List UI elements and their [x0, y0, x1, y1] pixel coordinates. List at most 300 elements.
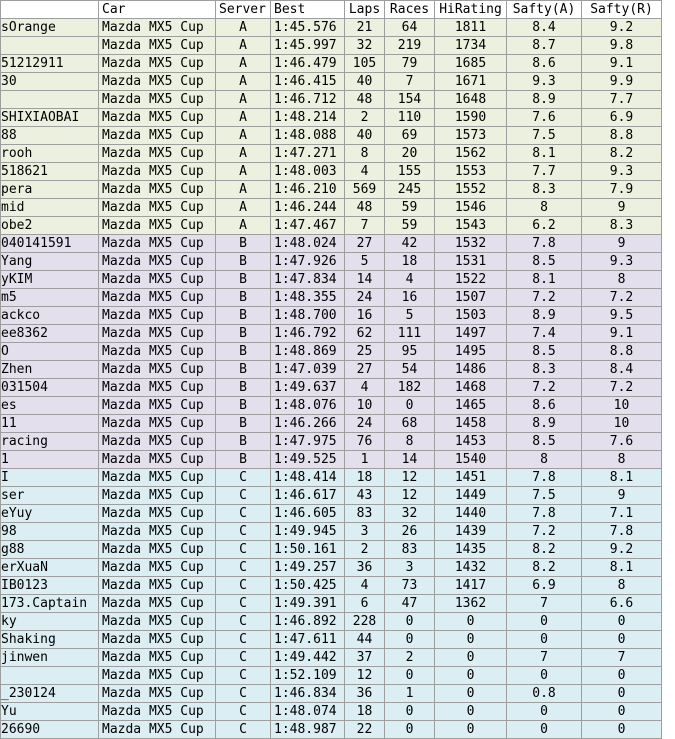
- cell-name[interactable]: 173.Captain: [1, 595, 99, 613]
- cell-races[interactable]: 59: [385, 199, 435, 217]
- cell-races[interactable]: 0: [385, 397, 435, 415]
- cell-server[interactable]: C: [216, 649, 271, 667]
- cell-races[interactable]: 54: [385, 361, 435, 379]
- cell-best[interactable]: 1:47.271: [271, 145, 345, 163]
- cell-best[interactable]: 1:48.869: [271, 343, 345, 361]
- cell-name[interactable]: m5: [1, 289, 99, 307]
- cell-safety-a[interactable]: 7.4: [507, 325, 582, 343]
- cell-server[interactable]: B: [216, 451, 271, 469]
- cell-server[interactable]: C: [216, 523, 271, 541]
- cell-races[interactable]: 26: [385, 523, 435, 541]
- header-safety-r[interactable]: Safty(R): [582, 1, 662, 19]
- cell-laps[interactable]: 76: [345, 433, 385, 451]
- cell-hirating[interactable]: 1522: [435, 271, 507, 289]
- cell-car[interactable]: Mazda MX5 Cup: [99, 109, 216, 127]
- cell-name[interactable]: I: [1, 469, 99, 487]
- cell-safety-r[interactable]: 9: [582, 235, 662, 253]
- cell-car[interactable]: Mazda MX5 Cup: [99, 721, 216, 739]
- cell-safety-a[interactable]: 7.2: [507, 523, 582, 541]
- cell-name[interactable]: 518621: [1, 163, 99, 181]
- cell-races[interactable]: 2: [385, 649, 435, 667]
- cell-laps[interactable]: 62: [345, 325, 385, 343]
- cell-name[interactable]: Shaking: [1, 631, 99, 649]
- cell-name[interactable]: racing: [1, 433, 99, 451]
- cell-safety-r[interactable]: 8.2: [582, 145, 662, 163]
- cell-safety-a[interactable]: 8.9: [507, 91, 582, 109]
- header-races[interactable]: Races: [385, 1, 435, 19]
- cell-laps[interactable]: 4: [345, 379, 385, 397]
- cell-name[interactable]: Yu: [1, 703, 99, 721]
- cell-server[interactable]: B: [216, 361, 271, 379]
- cell-car[interactable]: Mazda MX5 Cup: [99, 685, 216, 703]
- cell-name[interactable]: rooh: [1, 145, 99, 163]
- cell-safety-r[interactable]: 6.6: [582, 595, 662, 613]
- cell-name[interactable]: es: [1, 397, 99, 415]
- cell-server[interactable]: B: [216, 307, 271, 325]
- cell-car[interactable]: Mazda MX5 Cup: [99, 433, 216, 451]
- cell-name[interactable]: ee8362: [1, 325, 99, 343]
- cell-safety-a[interactable]: 8.3: [507, 361, 582, 379]
- cell-server[interactable]: A: [216, 145, 271, 163]
- cell-races[interactable]: 12: [385, 487, 435, 505]
- cell-server[interactable]: C: [216, 685, 271, 703]
- cell-safety-r[interactable]: 8.4: [582, 361, 662, 379]
- cell-laps[interactable]: 32: [345, 37, 385, 55]
- cell-safety-a[interactable]: 8.9: [507, 415, 582, 433]
- cell-best[interactable]: 1:47.834: [271, 271, 345, 289]
- cell-safety-r[interactable]: 8.3: [582, 217, 662, 235]
- cell-name[interactable]: SHIXIAOBAI: [1, 109, 99, 127]
- cell-safety-a[interactable]: 7.2: [507, 289, 582, 307]
- cell-car[interactable]: Mazda MX5 Cup: [99, 199, 216, 217]
- cell-safety-a[interactable]: 0: [507, 613, 582, 631]
- cell-server[interactable]: A: [216, 199, 271, 217]
- cell-races[interactable]: 0: [385, 631, 435, 649]
- cell-safety-r[interactable]: 9.1: [582, 325, 662, 343]
- cell-safety-r[interactable]: 6.9: [582, 109, 662, 127]
- header-best[interactable]: Best: [271, 1, 345, 19]
- cell-name[interactable]: [1, 37, 99, 55]
- cell-best[interactable]: 1:49.257: [271, 559, 345, 577]
- cell-hirating[interactable]: 0: [435, 703, 507, 721]
- cell-laps[interactable]: 22: [345, 721, 385, 739]
- cell-laps[interactable]: 12: [345, 667, 385, 685]
- cell-server[interactable]: C: [216, 487, 271, 505]
- cell-hirating[interactable]: 1671: [435, 73, 507, 91]
- cell-hirating[interactable]: 1440: [435, 505, 507, 523]
- cell-server[interactable]: C: [216, 667, 271, 685]
- cell-laps[interactable]: 44: [345, 631, 385, 649]
- cell-name[interactable]: sOrange: [1, 19, 99, 37]
- cell-best[interactable]: 1:46.605: [271, 505, 345, 523]
- cell-laps[interactable]: 14: [345, 271, 385, 289]
- cell-safety-r[interactable]: 8.8: [582, 127, 662, 145]
- cell-laps[interactable]: 4: [345, 577, 385, 595]
- cell-laps[interactable]: 2: [345, 541, 385, 559]
- cell-hirating[interactable]: 1648: [435, 91, 507, 109]
- cell-hirating[interactable]: 1449: [435, 487, 507, 505]
- cell-server[interactable]: C: [216, 577, 271, 595]
- cell-server[interactable]: B: [216, 235, 271, 253]
- cell-best[interactable]: 1:46.266: [271, 415, 345, 433]
- cell-car[interactable]: Mazda MX5 Cup: [99, 451, 216, 469]
- cell-laps[interactable]: 83: [345, 505, 385, 523]
- cell-safety-r[interactable]: 8.1: [582, 469, 662, 487]
- cell-best[interactable]: 1:47.926: [271, 253, 345, 271]
- cell-server[interactable]: C: [216, 505, 271, 523]
- cell-name[interactable]: Zhen: [1, 361, 99, 379]
- cell-car[interactable]: Mazda MX5 Cup: [99, 271, 216, 289]
- cell-server[interactable]: B: [216, 325, 271, 343]
- cell-races[interactable]: 79: [385, 55, 435, 73]
- cell-server[interactable]: A: [216, 163, 271, 181]
- cell-server[interactable]: C: [216, 721, 271, 739]
- cell-safety-r[interactable]: 8: [582, 451, 662, 469]
- cell-server[interactable]: B: [216, 253, 271, 271]
- cell-hirating[interactable]: 1458: [435, 415, 507, 433]
- cell-safety-r[interactable]: 10: [582, 397, 662, 415]
- cell-server[interactable]: C: [216, 559, 271, 577]
- cell-laps[interactable]: 7: [345, 217, 385, 235]
- cell-hirating[interactable]: 1497: [435, 325, 507, 343]
- cell-best[interactable]: 1:50.161: [271, 541, 345, 559]
- cell-safety-r[interactable]: 8.1: [582, 559, 662, 577]
- cell-races[interactable]: 3: [385, 559, 435, 577]
- cell-safety-r[interactable]: 7.1: [582, 505, 662, 523]
- cell-safety-a[interactable]: 7: [507, 649, 582, 667]
- cell-safety-a[interactable]: 7.8: [507, 505, 582, 523]
- cell-server[interactable]: C: [216, 595, 271, 613]
- cell-races[interactable]: 0: [385, 721, 435, 739]
- cell-name[interactable]: 040141591: [1, 235, 99, 253]
- cell-safety-a[interactable]: 8.9: [507, 307, 582, 325]
- cell-best[interactable]: 1:46.792: [271, 325, 345, 343]
- cell-laps[interactable]: 27: [345, 361, 385, 379]
- cell-hirating[interactable]: 1417: [435, 577, 507, 595]
- cell-car[interactable]: Mazda MX5 Cup: [99, 325, 216, 343]
- cell-best[interactable]: 1:49.525: [271, 451, 345, 469]
- cell-best[interactable]: 1:46.479: [271, 55, 345, 73]
- cell-car[interactable]: Mazda MX5 Cup: [99, 667, 216, 685]
- cell-name[interactable]: pera: [1, 181, 99, 199]
- cell-safety-a[interactable]: 8.6: [507, 397, 582, 415]
- cell-races[interactable]: 95: [385, 343, 435, 361]
- cell-safety-r[interactable]: 9.5: [582, 307, 662, 325]
- cell-car[interactable]: Mazda MX5 Cup: [99, 631, 216, 649]
- cell-races[interactable]: 0: [385, 667, 435, 685]
- cell-best[interactable]: 1:49.945: [271, 523, 345, 541]
- cell-races[interactable]: 18: [385, 253, 435, 271]
- cell-laps[interactable]: 8: [345, 145, 385, 163]
- cell-hirating[interactable]: 1552: [435, 181, 507, 199]
- cell-server[interactable]: A: [216, 109, 271, 127]
- cell-races[interactable]: 83: [385, 541, 435, 559]
- cell-best[interactable]: 1:48.076: [271, 397, 345, 415]
- cell-safety-a[interactable]: 7.6: [507, 109, 582, 127]
- cell-best[interactable]: 1:52.109: [271, 667, 345, 685]
- cell-safety-r[interactable]: 9.3: [582, 253, 662, 271]
- cell-safety-r[interactable]: 7.7: [582, 91, 662, 109]
- cell-car[interactable]: Mazda MX5 Cup: [99, 37, 216, 55]
- cell-hirating[interactable]: 1553: [435, 163, 507, 181]
- cell-server[interactable]: B: [216, 379, 271, 397]
- cell-best[interactable]: 1:49.442: [271, 649, 345, 667]
- cell-races[interactable]: 14: [385, 451, 435, 469]
- cell-hirating[interactable]: 1451: [435, 469, 507, 487]
- cell-races[interactable]: 154: [385, 91, 435, 109]
- cell-server[interactable]: A: [216, 37, 271, 55]
- cell-hirating[interactable]: 0: [435, 631, 507, 649]
- cell-hirating[interactable]: 1439: [435, 523, 507, 541]
- cell-safety-a[interactable]: 8.5: [507, 343, 582, 361]
- cell-name[interactable]: 88: [1, 127, 99, 145]
- cell-best[interactable]: 1:48.024: [271, 235, 345, 253]
- cell-safety-r[interactable]: 7.6: [582, 433, 662, 451]
- cell-name[interactable]: [1, 91, 99, 109]
- cell-best[interactable]: 1:46.834: [271, 685, 345, 703]
- cell-best[interactable]: 1:48.088: [271, 127, 345, 145]
- cell-safety-a[interactable]: 7.8: [507, 469, 582, 487]
- cell-name[interactable]: 98: [1, 523, 99, 541]
- cell-server[interactable]: C: [216, 541, 271, 559]
- cell-car[interactable]: Mazda MX5 Cup: [99, 91, 216, 109]
- cell-races[interactable]: 12: [385, 469, 435, 487]
- cell-safety-a[interactable]: 8: [507, 451, 582, 469]
- cell-car[interactable]: Mazda MX5 Cup: [99, 181, 216, 199]
- cell-races[interactable]: 47: [385, 595, 435, 613]
- cell-laps[interactable]: 10: [345, 397, 385, 415]
- cell-laps[interactable]: 3: [345, 523, 385, 541]
- cell-server[interactable]: A: [216, 127, 271, 145]
- cell-best[interactable]: 1:46.892: [271, 613, 345, 631]
- cell-car[interactable]: Mazda MX5 Cup: [99, 253, 216, 271]
- cell-best[interactable]: 1:46.712: [271, 91, 345, 109]
- cell-safety-r[interactable]: 9.2: [582, 19, 662, 37]
- cell-server[interactable]: A: [216, 19, 271, 37]
- cell-name[interactable]: 11: [1, 415, 99, 433]
- header-car[interactable]: Car: [99, 1, 216, 19]
- cell-laps[interactable]: 48: [345, 199, 385, 217]
- cell-laps[interactable]: 24: [345, 415, 385, 433]
- cell-safety-a[interactable]: 7: [507, 595, 582, 613]
- cell-name[interactable]: _230124: [1, 685, 99, 703]
- cell-hirating[interactable]: 1362: [435, 595, 507, 613]
- cell-name[interactable]: yKIM: [1, 271, 99, 289]
- cell-best[interactable]: 1:49.391: [271, 595, 345, 613]
- cell-safety-a[interactable]: 7.8: [507, 235, 582, 253]
- cell-server[interactable]: B: [216, 289, 271, 307]
- cell-hirating[interactable]: 0: [435, 613, 507, 631]
- cell-safety-a[interactable]: 0.8: [507, 685, 582, 703]
- cell-name[interactable]: eYuy: [1, 505, 99, 523]
- cell-server[interactable]: A: [216, 73, 271, 91]
- cell-laps[interactable]: 25: [345, 343, 385, 361]
- cell-races[interactable]: 219: [385, 37, 435, 55]
- header-laps[interactable]: Laps: [345, 1, 385, 19]
- cell-safety-r[interactable]: 0: [582, 685, 662, 703]
- cell-laps[interactable]: 105: [345, 55, 385, 73]
- cell-hirating[interactable]: 1811: [435, 19, 507, 37]
- cell-safety-r[interactable]: 7.2: [582, 289, 662, 307]
- cell-car[interactable]: Mazda MX5 Cup: [99, 523, 216, 541]
- cell-name[interactable]: g88: [1, 541, 99, 559]
- cell-races[interactable]: 69: [385, 127, 435, 145]
- cell-races[interactable]: 245: [385, 181, 435, 199]
- cell-races[interactable]: 155: [385, 163, 435, 181]
- cell-car[interactable]: Mazda MX5 Cup: [99, 163, 216, 181]
- cell-server[interactable]: A: [216, 217, 271, 235]
- cell-name[interactable]: IB0123: [1, 577, 99, 595]
- cell-best[interactable]: 1:47.039: [271, 361, 345, 379]
- cell-best[interactable]: 1:48.003: [271, 163, 345, 181]
- cell-safety-r[interactable]: 0: [582, 667, 662, 685]
- cell-races[interactable]: 4: [385, 271, 435, 289]
- cell-safety-r[interactable]: 10: [582, 415, 662, 433]
- cell-name[interactable]: jinwen: [1, 649, 99, 667]
- cell-safety-r[interactable]: 8.8: [582, 343, 662, 361]
- cell-car[interactable]: Mazda MX5 Cup: [99, 613, 216, 631]
- cell-safety-a[interactable]: 0: [507, 721, 582, 739]
- cell-hirating[interactable]: 1573: [435, 127, 507, 145]
- cell-hirating[interactable]: 0: [435, 721, 507, 739]
- cell-hirating[interactable]: 1685: [435, 55, 507, 73]
- cell-car[interactable]: Mazda MX5 Cup: [99, 289, 216, 307]
- cell-hirating[interactable]: 1486: [435, 361, 507, 379]
- cell-car[interactable]: Mazda MX5 Cup: [99, 559, 216, 577]
- cell-laps[interactable]: 18: [345, 703, 385, 721]
- cell-safety-a[interactable]: 8.2: [507, 559, 582, 577]
- cell-hirating[interactable]: 1543: [435, 217, 507, 235]
- cell-car[interactable]: Mazda MX5 Cup: [99, 577, 216, 595]
- cell-safety-a[interactable]: 8.6: [507, 55, 582, 73]
- cell-car[interactable]: Mazda MX5 Cup: [99, 487, 216, 505]
- cell-name[interactable]: 51212911: [1, 55, 99, 73]
- cell-hirating[interactable]: 1532: [435, 235, 507, 253]
- cell-laps[interactable]: 18: [345, 469, 385, 487]
- cell-hirating[interactable]: 1435: [435, 541, 507, 559]
- cell-safety-r[interactable]: 7: [582, 649, 662, 667]
- cell-car[interactable]: Mazda MX5 Cup: [99, 235, 216, 253]
- cell-car[interactable]: Mazda MX5 Cup: [99, 55, 216, 73]
- cell-safety-r[interactable]: 7.2: [582, 379, 662, 397]
- cell-laps[interactable]: 5: [345, 253, 385, 271]
- cell-hirating[interactable]: 1503: [435, 307, 507, 325]
- cell-car[interactable]: Mazda MX5 Cup: [99, 541, 216, 559]
- cell-best[interactable]: 1:47.975: [271, 433, 345, 451]
- cell-laps[interactable]: 2: [345, 109, 385, 127]
- cell-name[interactable]: ser: [1, 487, 99, 505]
- cell-races[interactable]: 68: [385, 415, 435, 433]
- header-safety-a[interactable]: Safty(A): [507, 1, 582, 19]
- cell-laps[interactable]: 21: [345, 19, 385, 37]
- cell-hirating[interactable]: 1540: [435, 451, 507, 469]
- cell-safety-a[interactable]: 6.9: [507, 577, 582, 595]
- cell-car[interactable]: Mazda MX5 Cup: [99, 703, 216, 721]
- cell-laps[interactable]: 40: [345, 127, 385, 145]
- cell-hirating[interactable]: 1531: [435, 253, 507, 271]
- cell-safety-r[interactable]: 9: [582, 199, 662, 217]
- cell-laps[interactable]: 43: [345, 487, 385, 505]
- cell-laps[interactable]: 27: [345, 235, 385, 253]
- cell-safety-a[interactable]: 9.3: [507, 73, 582, 91]
- cell-car[interactable]: Mazda MX5 Cup: [99, 145, 216, 163]
- cell-laps[interactable]: 1: [345, 451, 385, 469]
- cell-name[interactable]: mid: [1, 199, 99, 217]
- cell-races[interactable]: 59: [385, 217, 435, 235]
- cell-name[interactable]: 26690: [1, 721, 99, 739]
- cell-car[interactable]: Mazda MX5 Cup: [99, 649, 216, 667]
- cell-server[interactable]: B: [216, 433, 271, 451]
- cell-hirating[interactable]: 1734: [435, 37, 507, 55]
- cell-best[interactable]: 1:48.074: [271, 703, 345, 721]
- cell-server[interactable]: C: [216, 703, 271, 721]
- cell-hirating[interactable]: 1453: [435, 433, 507, 451]
- cell-server[interactable]: C: [216, 631, 271, 649]
- cell-best[interactable]: 1:46.415: [271, 73, 345, 91]
- cell-safety-a[interactable]: 8.5: [507, 433, 582, 451]
- cell-safety-a[interactable]: 0: [507, 667, 582, 685]
- cell-safety-a[interactable]: 6.2: [507, 217, 582, 235]
- cell-races[interactable]: 1: [385, 685, 435, 703]
- cell-best[interactable]: 1:48.355: [271, 289, 345, 307]
- cell-hirating[interactable]: 1465: [435, 397, 507, 415]
- cell-safety-r[interactable]: 0: [582, 613, 662, 631]
- cell-safety-a[interactable]: 8: [507, 199, 582, 217]
- cell-races[interactable]: 0: [385, 703, 435, 721]
- cell-laps[interactable]: 36: [345, 685, 385, 703]
- cell-races[interactable]: 20: [385, 145, 435, 163]
- cell-laps[interactable]: 6: [345, 595, 385, 613]
- cell-safety-a[interactable]: 8.3: [507, 181, 582, 199]
- cell-best[interactable]: 1:48.987: [271, 721, 345, 739]
- cell-races[interactable]: 8: [385, 433, 435, 451]
- cell-server[interactable]: A: [216, 181, 271, 199]
- cell-safety-r[interactable]: 9.2: [582, 541, 662, 559]
- cell-safety-r[interactable]: 7.8: [582, 523, 662, 541]
- cell-races[interactable]: 64: [385, 19, 435, 37]
- cell-car[interactable]: Mazda MX5 Cup: [99, 127, 216, 145]
- cell-races[interactable]: 32: [385, 505, 435, 523]
- cell-best[interactable]: 1:45.576: [271, 19, 345, 37]
- header-server[interactable]: Server: [216, 1, 271, 19]
- cell-best[interactable]: 1:48.414: [271, 469, 345, 487]
- cell-name[interactable]: erXuaN: [1, 559, 99, 577]
- cell-name[interactable]: 1: [1, 451, 99, 469]
- cell-hirating[interactable]: 1507: [435, 289, 507, 307]
- cell-hirating[interactable]: 0: [435, 649, 507, 667]
- cell-hirating[interactable]: 1546: [435, 199, 507, 217]
- cell-races[interactable]: 5: [385, 307, 435, 325]
- cell-safety-r[interactable]: 7.9: [582, 181, 662, 199]
- cell-name[interactable]: ky: [1, 613, 99, 631]
- cell-races[interactable]: 73: [385, 577, 435, 595]
- cell-hirating[interactable]: 0: [435, 685, 507, 703]
- cell-hirating[interactable]: 0: [435, 667, 507, 685]
- cell-races[interactable]: 182: [385, 379, 435, 397]
- cell-safety-a[interactable]: 8.1: [507, 145, 582, 163]
- cell-safety-r[interactable]: 9.8: [582, 37, 662, 55]
- cell-hirating[interactable]: 1590: [435, 109, 507, 127]
- cell-safety-a[interactable]: 8.2: [507, 541, 582, 559]
- cell-safety-r[interactable]: 9.3: [582, 163, 662, 181]
- cell-name[interactable]: [1, 667, 99, 685]
- cell-best[interactable]: 1:48.700: [271, 307, 345, 325]
- cell-server[interactable]: B: [216, 271, 271, 289]
- header-name[interactable]: [1, 1, 99, 19]
- cell-car[interactable]: Mazda MX5 Cup: [99, 469, 216, 487]
- cell-car[interactable]: Mazda MX5 Cup: [99, 397, 216, 415]
- cell-safety-a[interactable]: 8.1: [507, 271, 582, 289]
